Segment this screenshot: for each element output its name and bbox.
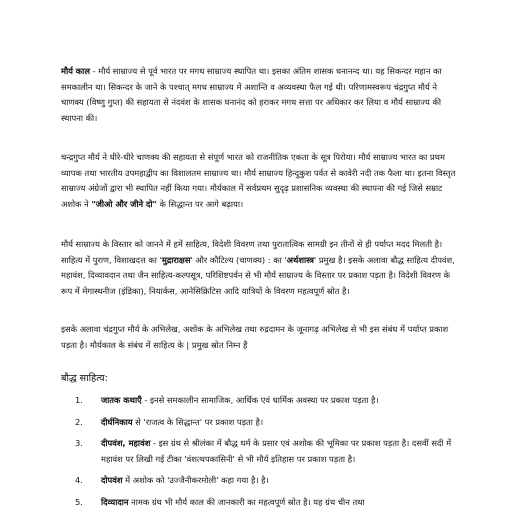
list-number: 5. [75,496,83,507]
paragraph-text: ' और कौटिल्य (चाणक्य) : का ' [190,254,287,265]
list-term: दीर्घनिकाय [101,416,133,427]
paragraph-text: ' प्रमुख है। इसके अलावा बौद्ध साहित्य दीपवंश, महावंश, दिव्यावदान तथा जैन साहित्य-कल्पसूत्र, परिशिष्टपर्वन से भी मौर्य साम्राज्य के विस्तार पर प्रकाश पड़ता है। विदेशी विवरण के रूप में मेगास्थनीज (इंडिका), नियार्कस, आनेसिक्रिटिस आदि यात्रियों के विवरण महत्वपूर्ण स्रोत है। [61,254,455,296]
list-term: दोपवंश [101,475,123,486]
paragraph-text: मौर्य साम्राज्य के विस्तार को जानने में हमें साहित्य, विदेशी विवरण तथा पुरातात्विक सामग्री इन तीनों से ही पर्याप्त मदद मिलती है। साहित्य में पुराण, विशाखदत्त का ' [61,239,443,265]
list-text: नामक ग्रंथ भी मौर्य काल की जानकारी का महत्वपूर्ण स्रोत है। यह ग्रंथ चीन तथा [128,496,365,507]
list-term: दीपवंश, महावंश [101,438,151,449]
paragraph-text: - मौर्य साम्राज्य से पूर्व भारत पर मगध साम्राज्य स्थापित था। इसका अंतिम शासक धनानन्द था। यह सिकन्दर महान का समकालीन था। सिकन्दर के जाने के पश्चात् मगध साम्राज्य में अशान्ति व अव्यवस्था फैल गई थी। परिणामस्वरूप चंद्रगुप्त मौर्य ने चाणक्य (विष्णु गुप्त) की सहायता से नंदवंश के शासक घनानंद को हराकर मगध सत्ता पर अधिकार कर लिया व मौर्य साम्राज्य की स्थापना की। [61,66,442,123]
list-item [75,415,465,431]
list-item [75,495,465,511]
bold-phrase: "जीओ और जीने दो" [91,198,157,209]
list-number: 2. [75,416,83,427]
buddhist-literature-list [75,393,465,517]
list-number: 1. [75,395,83,405]
list-number: 3. [75,438,83,449]
paragraph-inscriptions [61,322,459,353]
list-text: से 'राजत्व के सिद्धान्त' पर प्रकाश पड़ता है। [132,416,264,427]
paragraph-chandragupta [61,150,459,212]
list-text: - इस ग्रंथ से श्रीलंका में बौद्ध धर्म के प्रसार एवं अशोक की भूमिका पर प्रकाश पड़ता है। दसवीं सदी में महावंश पर लिखी गई टीका 'वंशत्थपकासिनी' से भी मौर्य इतिहास पर प्रकाश पड़ता है। [101,438,452,464]
paragraph-maurya-kaal [61,64,459,126]
list-item [75,473,465,489]
list-number: 4. [75,475,83,486]
bold-arthashastra: अर्थशास्त्र [286,254,314,265]
list-item [75,436,465,467]
bold-mudrarakshas: मुद्राराक्षस [161,254,191,265]
list-term: दिव्यादान [101,496,129,507]
paragraph-sources [61,237,459,299]
list-text: - इनसे समकालीन सामाजिक, आर्थिक एवं धार्मिक अवस्था पर प्रकाश पड़ता है। [141,395,379,405]
paragraph-text: के सिद्धान्त पर आगे बढ़ाया। [156,198,244,209]
term-maurya-kaal: मौर्य काल [61,66,90,76]
paragraph-text: इसके अलावा चंद्रगुप्त मौर्य के अभिलेख, अशोक के अभिलेख तथा रुद्रदामन के जूनागढ़ अभिलेख से भी इस संबंध में पर्याप्त प्रकाश पड़ता है। मौर्यकाल के संबंध में साहित्य के | प्रमुख स्रोत निम्न हैं [61,324,449,350]
list-text: में अशोक को 'उज्जैनीकरमोली' कहा गया है। है। [122,475,269,486]
paragraph-text: चन्द्रगुप्त मौर्य ने धीरे-धीरे चाणक्य की सहायता से संपूर्ण भारत को राजनीतिक एकता के सूत्र पिरोया। मौर्य साम्राज्य भारत का प्रथम व्यापक तथा भारतीय उपमहाद्वीप का विशालतम साम्राज्य था। मौर्य साम्राज्य हिन्दुकुश पर्वत से कावेरी नदी तक फैला था। इतना विस्तृत साम्राज्य अंग्रेजों द्वारा भी स्थापित नहीं किया गया। मौर्यकाल में सर्वप्रथम सुदृढ़ प्रशासनिक व्यवस्था की स्थापना की गई जिसे सम्राट अशोक ने [61,152,456,209]
list-term: जातक कथाएँ [101,395,142,405]
list-item [75,393,465,409]
section-heading: बौद्ध साहित्य: [61,373,108,384]
